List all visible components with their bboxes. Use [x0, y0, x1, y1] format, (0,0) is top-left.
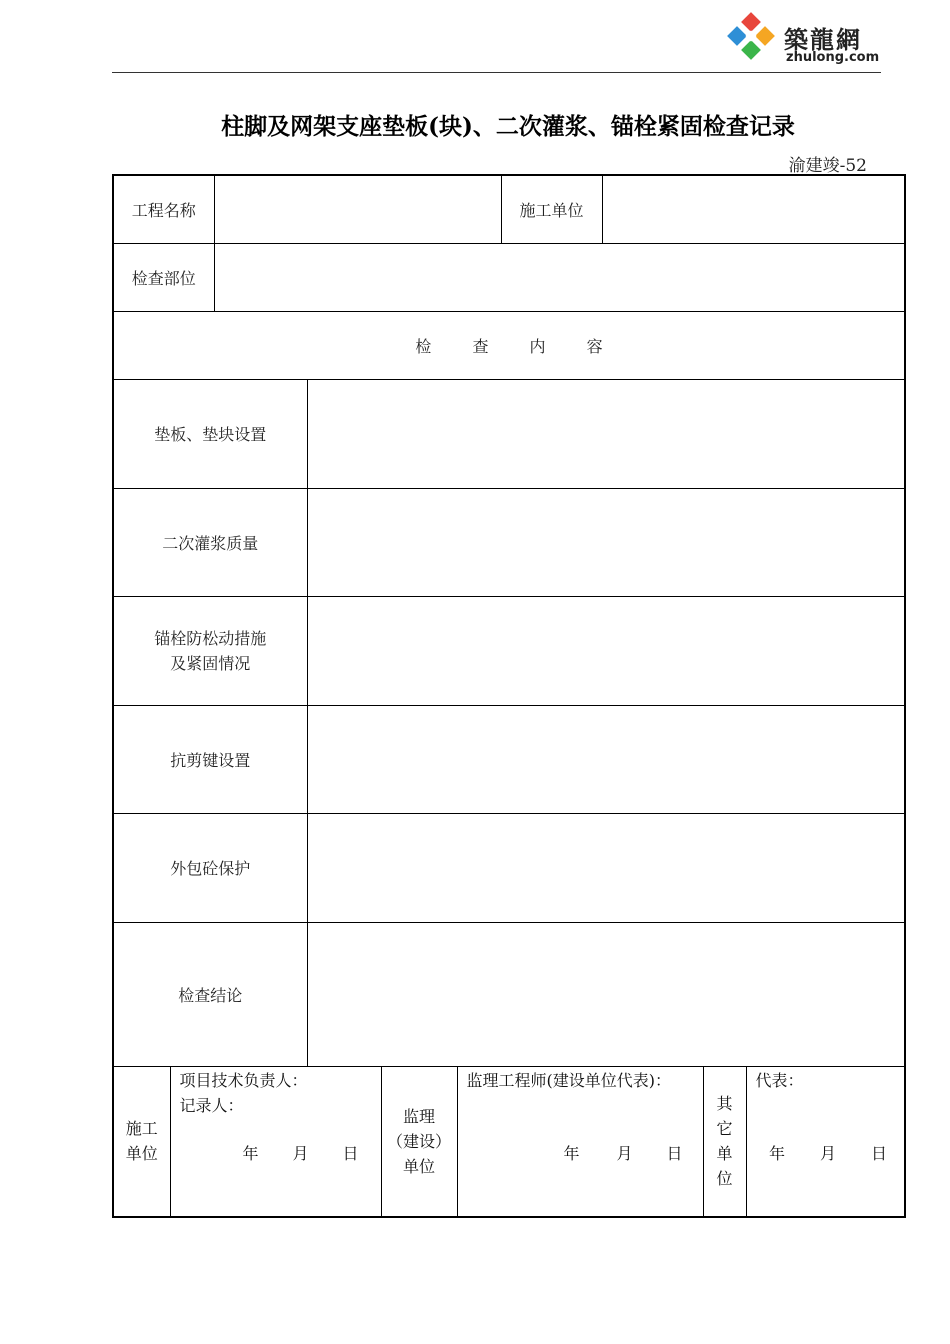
- construction-unit-sign-label-l2: 单位: [125, 1144, 158, 1164]
- shear-key-value[interactable]: [307, 705, 905, 813]
- other-unit-date: [747, 1141, 905, 1164]
- year-label: 年: [769, 1144, 786, 1163]
- concrete-encasement-value[interactable]: [307, 813, 905, 922]
- day-label: 日: [342, 1144, 359, 1163]
- pad-setting-value[interactable]: [307, 379, 905, 488]
- tech-lead-label: 项目技术负责人：: [179, 1070, 308, 1090]
- other-unit-label-l4: 位: [716, 1169, 733, 1189]
- supervision-unit-label-l1: 监理: [403, 1106, 436, 1126]
- construction-unit-sign-area[interactable]: [170, 1066, 381, 1217]
- other-unit-label-l1: 其: [716, 1094, 733, 1114]
- day-label: 日: [871, 1144, 888, 1163]
- month-label: 月: [820, 1144, 837, 1163]
- zhulong-logo: [722, 12, 892, 68]
- construction-unit-sign-label: [113, 1066, 170, 1217]
- construction-unit-sign-label-l1: 施工: [125, 1119, 158, 1139]
- supervision-unit-label-l2: （建设）: [387, 1131, 452, 1151]
- other-unit-label-l3: 单: [716, 1144, 733, 1164]
- project-name-label: 工程名称: [113, 175, 214, 243]
- brand-name-cn: 築龍網: [784, 26, 862, 54]
- zhulong-logo-icon: [722, 12, 782, 68]
- anchor-bolt-value[interactable]: [307, 596, 905, 705]
- shear-key-label: 抗剪键设置: [113, 705, 307, 813]
- header-divider: [112, 72, 881, 73]
- brand-name-en: zhulong.com: [786, 50, 880, 65]
- pad-setting-label: 垫板、垫块设置: [113, 379, 307, 488]
- supervisor-label: 监理工程师(建设单位代表)：: [466, 1070, 672, 1090]
- other-unit-label-l2: 它: [716, 1119, 733, 1139]
- inspection-part-value[interactable]: [214, 243, 905, 311]
- anchor-bolt-label: [113, 596, 307, 705]
- construction-unit-date: [171, 1141, 381, 1164]
- recorder-label: 记录人：: [179, 1095, 244, 1115]
- document-title: 柱脚及网架支座垫板(块)、二次灌浆、锚栓紧固检查记录: [221, 113, 795, 140]
- month-label: 月: [292, 1144, 309, 1163]
- other-unit-sign-area[interactable]: [746, 1066, 905, 1217]
- construction-unit-value[interactable]: [602, 175, 905, 243]
- conclusion-label: 检查结论: [113, 922, 307, 1066]
- conclusion-value[interactable]: [307, 922, 905, 1066]
- supervision-sign-area[interactable]: [457, 1066, 703, 1217]
- construction-unit-label: 施工单位: [501, 175, 602, 243]
- grouting-quality-value[interactable]: [307, 488, 905, 596]
- year-label: 年: [563, 1144, 580, 1163]
- project-name-value[interactable]: [214, 175, 501, 243]
- anchor-bolt-label-line2: 及紧固情况: [170, 653, 251, 673]
- month-label: 月: [616, 1144, 633, 1163]
- other-unit-label: [703, 1066, 746, 1217]
- inspection-record-table: [112, 174, 906, 1218]
- content-header: 检 查 内 容: [113, 311, 905, 379]
- concrete-encasement-label: 外包砼保护: [113, 813, 307, 922]
- year-label: 年: [242, 1144, 259, 1163]
- day-label: 日: [666, 1144, 683, 1163]
- representative-label: 代表：: [755, 1070, 804, 1090]
- anchor-bolt-label-line1: 锚栓防松动措施: [154, 628, 267, 648]
- grouting-quality-label: 二次灌浆质量: [113, 488, 307, 596]
- supervision-unit-label-l3: 单位: [403, 1156, 436, 1176]
- inspection-part-label: 检查部位: [113, 243, 214, 311]
- form-code: 渝建竣-52: [788, 156, 867, 176]
- supervision-unit-label: [381, 1066, 457, 1217]
- supervision-date: [458, 1141, 703, 1164]
